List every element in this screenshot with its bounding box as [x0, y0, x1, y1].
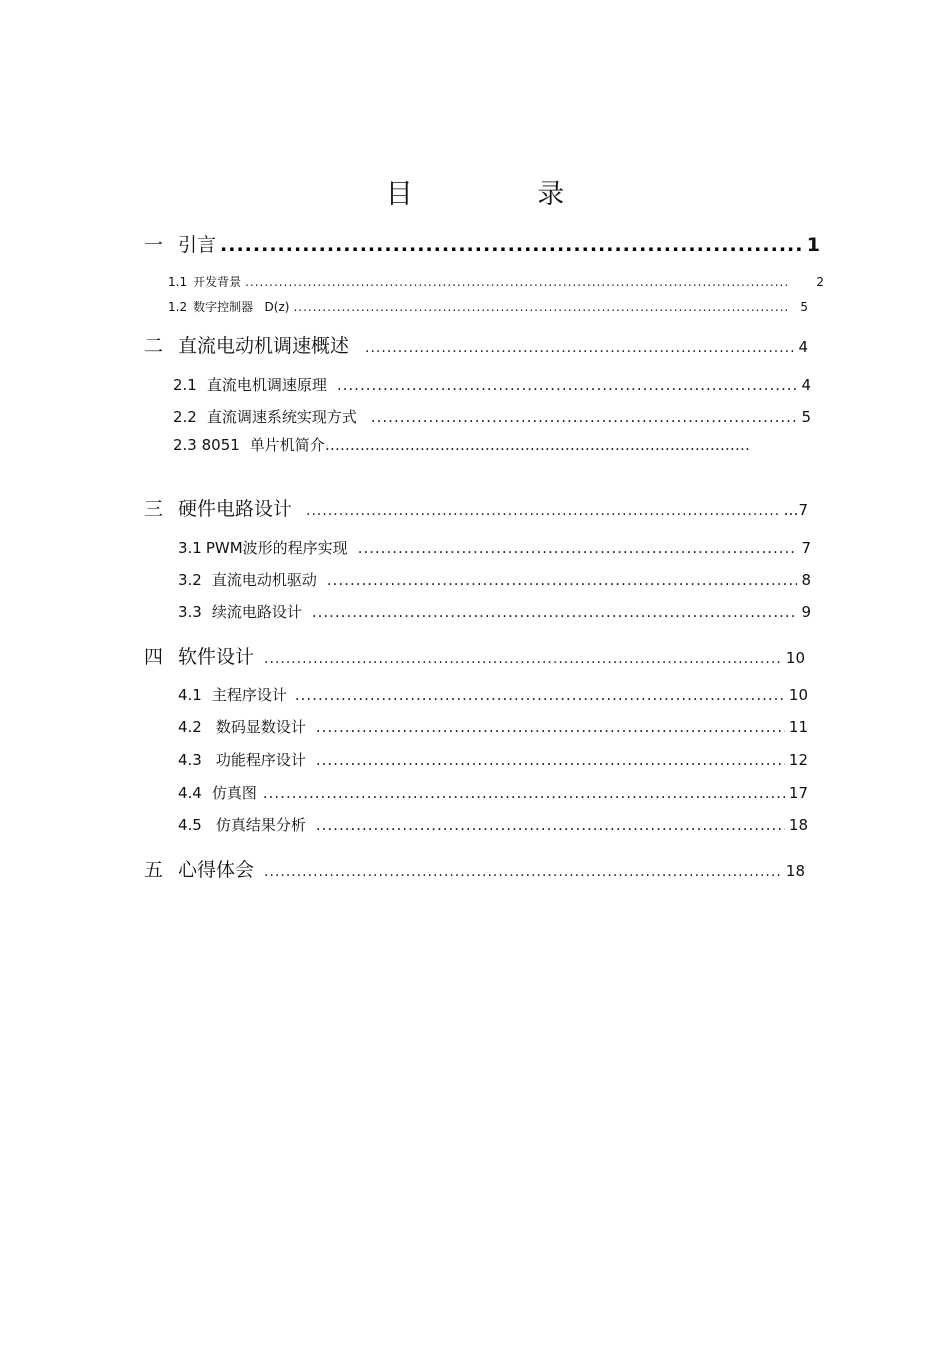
toc-entry-number: 四 [144, 646, 164, 668]
toc-leader-dots [316, 816, 785, 834]
toc-entry-label: 直流电机调速原理 [206, 376, 327, 394]
toc-entry-label: 软件设计 [178, 646, 255, 668]
toc-entry-number: 一 [144, 234, 164, 256]
toc-entry-label: 直流电动机驱动 [211, 571, 317, 589]
toc-entry-section-3-1[interactable] [178, 537, 811, 558]
toc-entry-chapter-2[interactable] [144, 331, 808, 358]
toc-entry-number: 4.2 [178, 718, 202, 736]
toc-leader-dots [245, 275, 790, 289]
toc-entry-page: 18 [785, 862, 805, 880]
toc-entry-number: 1.1 [168, 275, 188, 289]
toc-entry-page: 10 [788, 686, 808, 704]
toc-entry-section-3-3[interactable] [178, 601, 811, 622]
toc-leader-dots [295, 686, 785, 704]
toc-leader-dots [358, 539, 798, 557]
toc-entry-number: 五 [144, 859, 164, 881]
toc-entry-label: 开发背景 [193, 275, 242, 289]
toc-entry-label: 主程序设计 [211, 686, 287, 704]
toc-entry-page: 5 [801, 408, 811, 426]
toc-leader-dots [264, 651, 782, 667]
toc-entry-number: 3.3 [178, 603, 202, 621]
toc-leader-dots [306, 503, 779, 519]
toc-entry-section-3-2[interactable] [178, 569, 811, 590]
toc-entry-label: 数码显数设计 [215, 718, 306, 736]
toc-entry-number: 4.3 [178, 751, 202, 769]
toc-entry-chapter-1[interactable] [144, 230, 820, 257]
toc-entry-number: 1.2 [168, 300, 188, 314]
toc-entry-section-4-4[interactable] [178, 782, 808, 803]
toc-leader-dots [220, 234, 803, 256]
toc-entry-section-2-1[interactable] [173, 374, 811, 395]
toc-entry-page: 18 [788, 816, 808, 834]
toc-entry-page: 5 [800, 300, 808, 314]
toc-entry-number: 2.2 [173, 408, 197, 426]
toc-leader-dots [325, 436, 751, 454]
toc-leader-dots [365, 340, 794, 356]
toc-entry-page: 4 [798, 338, 808, 356]
toc-entry-page: 17 [788, 784, 808, 802]
toc-entry-label: 直流电动机调速概述 [178, 335, 350, 357]
toc-entry-page: 1 [806, 234, 820, 256]
toc-entry-label: 直流调速系统实现方式 [206, 408, 357, 426]
toc-entry-number: 3.1 [178, 539, 202, 557]
toc-entry-number: 3.2 [178, 571, 202, 589]
toc-entry-page: 7 [801, 539, 811, 557]
page-title: 目 录 [385, 179, 623, 210]
toc-leader-dots [371, 408, 798, 426]
toc-leader-dots [293, 300, 788, 314]
toc-entry-section-2-3[interactable] [173, 434, 755, 455]
toc-entry-label: 单片机简介 [249, 436, 325, 454]
toc-entry-number: 4.1 [178, 686, 202, 704]
toc-entry-label: 续流电路设计 [211, 603, 302, 621]
toc-entry-number: 三 [144, 498, 164, 520]
toc-entry-section-2-2[interactable] [173, 406, 811, 427]
toc-leader-dots [264, 864, 782, 880]
toc-entry-page: 9 [801, 603, 811, 621]
toc-entry-section-4-5[interactable] [178, 814, 808, 835]
toc-entry-page: 4 [801, 376, 811, 394]
toc-entry-page: 8 [801, 571, 811, 589]
toc-entry-number: 2.1 [173, 376, 197, 394]
toc-entry-label: PWM波形的程序实现 [205, 539, 348, 557]
toc-entry-number: 二 [144, 335, 164, 357]
toc-entry-number: 4.4 [178, 784, 202, 802]
toc-entry-number: 4.5 [178, 816, 202, 834]
toc-entry-page: …7 [783, 501, 808, 519]
toc-leader-dots [327, 571, 798, 589]
toc-entry-number: 2.3 8051 [173, 436, 240, 454]
toc-entry-page: 11 [788, 718, 808, 736]
toc-entry-label: 仿真结果分析 [215, 816, 306, 834]
toc-leader-dots [263, 784, 785, 802]
toc-entry-chapter-5[interactable] [144, 855, 805, 882]
toc-entry-page: 10 [785, 649, 805, 667]
toc-entry-label: 功能程序设计 [215, 751, 306, 769]
toc-leader-dots [316, 751, 785, 769]
toc-entry-label: 硬件电路设计 [178, 498, 293, 520]
toc-entry-section-4-3[interactable] [178, 749, 808, 770]
toc-entry-label: 仿真图 [211, 784, 257, 802]
toc-entry-section-1-1[interactable] [168, 273, 824, 290]
toc-entry-label: 心得体会 [178, 859, 255, 881]
toc-entry-section-4-2[interactable] [178, 716, 808, 737]
toc-entry-section-4-1[interactable] [178, 684, 808, 705]
toc-leader-dots [312, 603, 798, 621]
toc-leader-dots [337, 376, 798, 394]
toc-entry-label: 引言 [178, 234, 217, 256]
toc-entry-section-1-2[interactable] [168, 298, 808, 315]
toc-entry-chapter-4[interactable] [144, 642, 805, 669]
toc-entry-label: 数字控制器 D(z) [193, 300, 290, 314]
toc-entry-page: 2 [816, 275, 824, 289]
toc-entry-page: 12 [788, 751, 808, 769]
toc-entry-chapter-3[interactable] [144, 494, 808, 521]
toc-leader-dots [316, 718, 785, 736]
